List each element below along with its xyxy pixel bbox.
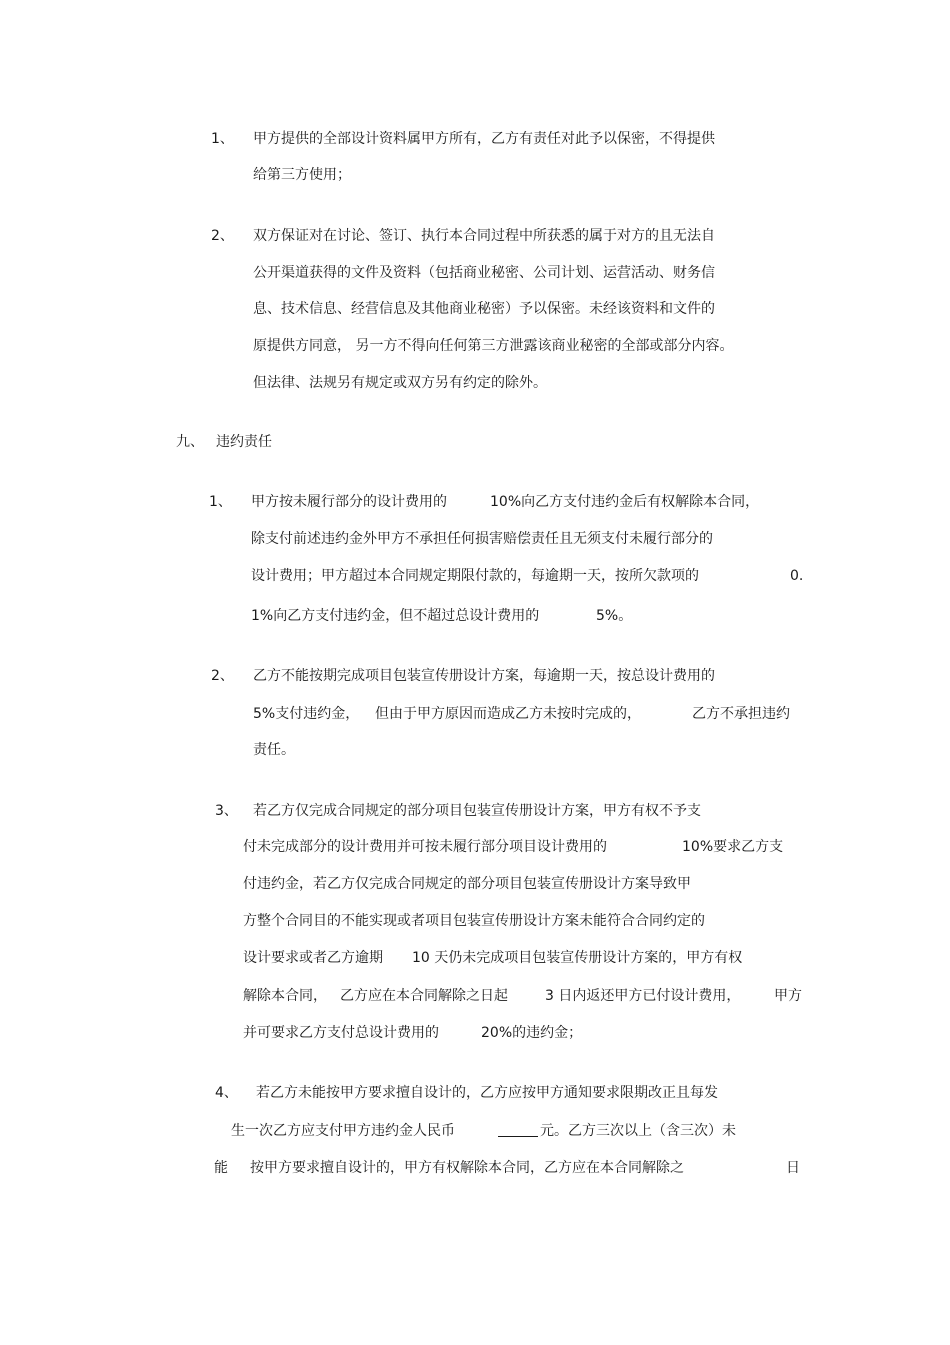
- paragraph-text: 5%。: [596, 608, 633, 624]
- paragraph-text: 生一次乙方应支付甲方违约金人民币: [231, 1123, 455, 1139]
- paragraph-text: 设计费用；甲方超过本合同规定期限付款的，每逾期一天，按所欠款项的: [251, 568, 699, 584]
- paragraph-text: 0.: [790, 568, 804, 584]
- paragraph-text: 元。乙方三次以上（含三次）未: [540, 1123, 736, 1139]
- paragraph-line: 乙方不能按期完成项目包装宣传册设计方案，每逾期一天，按总设计费用的: [253, 668, 715, 684]
- item-number: 4、: [215, 1085, 238, 1101]
- paragraph-text: 但由于甲方原因而造成乙方未按时完成的，: [375, 706, 641, 722]
- amount-blank: [498, 1122, 538, 1142]
- paragraph-text: 乙方不承担违约: [692, 706, 790, 722]
- paragraph-text: 20%的违约金；: [481, 1025, 583, 1041]
- section-title: 违约责任: [216, 434, 272, 450]
- paragraph-text: 解除本合同，: [243, 988, 327, 1004]
- paragraph-line: 双方保证对在讨论、签订、执行本合同过程中所获悉的属于对方的且无法自: [253, 228, 715, 244]
- paragraph-text: 3 日内返还甲方已付设计费用，: [545, 988, 741, 1004]
- item-number: 3、: [215, 803, 238, 819]
- paragraph-line: 但法律、法规另有规定或双方另有约定的除外。: [253, 375, 547, 391]
- paragraph-text: 甲方: [774, 988, 802, 1004]
- paragraph-text: 日: [786, 1160, 800, 1176]
- item-number: 1、: [209, 494, 232, 510]
- paragraph-text: 10%向乙方支付违约金后有权解除本合同，: [490, 494, 760, 510]
- paragraph-text: 乙方应在本合同解除之日起: [340, 988, 508, 1004]
- paragraph-text: 能: [214, 1160, 228, 1176]
- item-number: 2、: [211, 668, 234, 684]
- paragraph-text: 设计要求或者乙方逾期: [243, 950, 383, 966]
- paragraph-text: 10%要求乙方支: [682, 839, 784, 855]
- paragraph-line: 给第三方使用；: [253, 167, 351, 183]
- section-number: 九、: [176, 434, 204, 450]
- paragraph-line: 付违约金，若乙方仅完成合同规定的部分项目包装宣传册设计方案导致甲: [243, 876, 691, 892]
- paragraph-line: 方整个合同目的不能实现或者项目包装宣传册设计方案未能符合合同约定的: [243, 913, 705, 929]
- paragraph-text: 甲方按未履行部分的设计费用的: [251, 494, 447, 510]
- paragraph-line: 若乙方未能按甲方要求擅自设计的，乙方应按甲方通知要求限期改正且每发: [256, 1085, 718, 1101]
- paragraph-line: 原提供方同意， 另一方不得向任何第三方泄露该商业秘密的全部或部分内容。: [253, 338, 734, 354]
- paragraph-text: 并可要求乙方支付总设计费用的: [243, 1025, 439, 1041]
- paragraph-line: 甲方提供的全部设计资料属甲方所有，乙方有责任对此予以保密，不得提供: [253, 131, 715, 147]
- paragraph-line: 若乙方仅完成合同规定的部分项目包装宣传册设计方案，甲方有权不予支: [253, 803, 701, 819]
- paragraph-text: 1%向乙方支付违约金，但不超过总设计费用的: [251, 608, 540, 624]
- paragraph-line: 责任。: [253, 742, 295, 758]
- paragraph-text: 付未完成部分的设计费用并可按未履行部分项目设计费用的: [243, 839, 607, 855]
- item-number: 2、: [211, 228, 234, 244]
- paragraph-line: 公开渠道获得的文件及资料（包括商业秘密、公司计划、运营活动、财务信: [253, 265, 715, 281]
- paragraph-text: 10 天仍未完成项目包装宣传册设计方案的，甲方有权: [412, 950, 743, 966]
- paragraph-text: 按甲方要求擅自设计的，甲方有权解除本合同，乙方应在本合同解除之: [250, 1160, 684, 1176]
- paragraph-line: 息、技术信息、经营信息及其他商业秘密）予以保密。未经该资料和文件的: [253, 301, 715, 317]
- paragraph-text: 5%支付违约金，: [253, 706, 360, 722]
- paragraph-line: 除支付前述违约金外甲方不承担任何损害赔偿责任且无须支付未履行部分的: [251, 531, 713, 547]
- item-number: 1、: [211, 131, 234, 147]
